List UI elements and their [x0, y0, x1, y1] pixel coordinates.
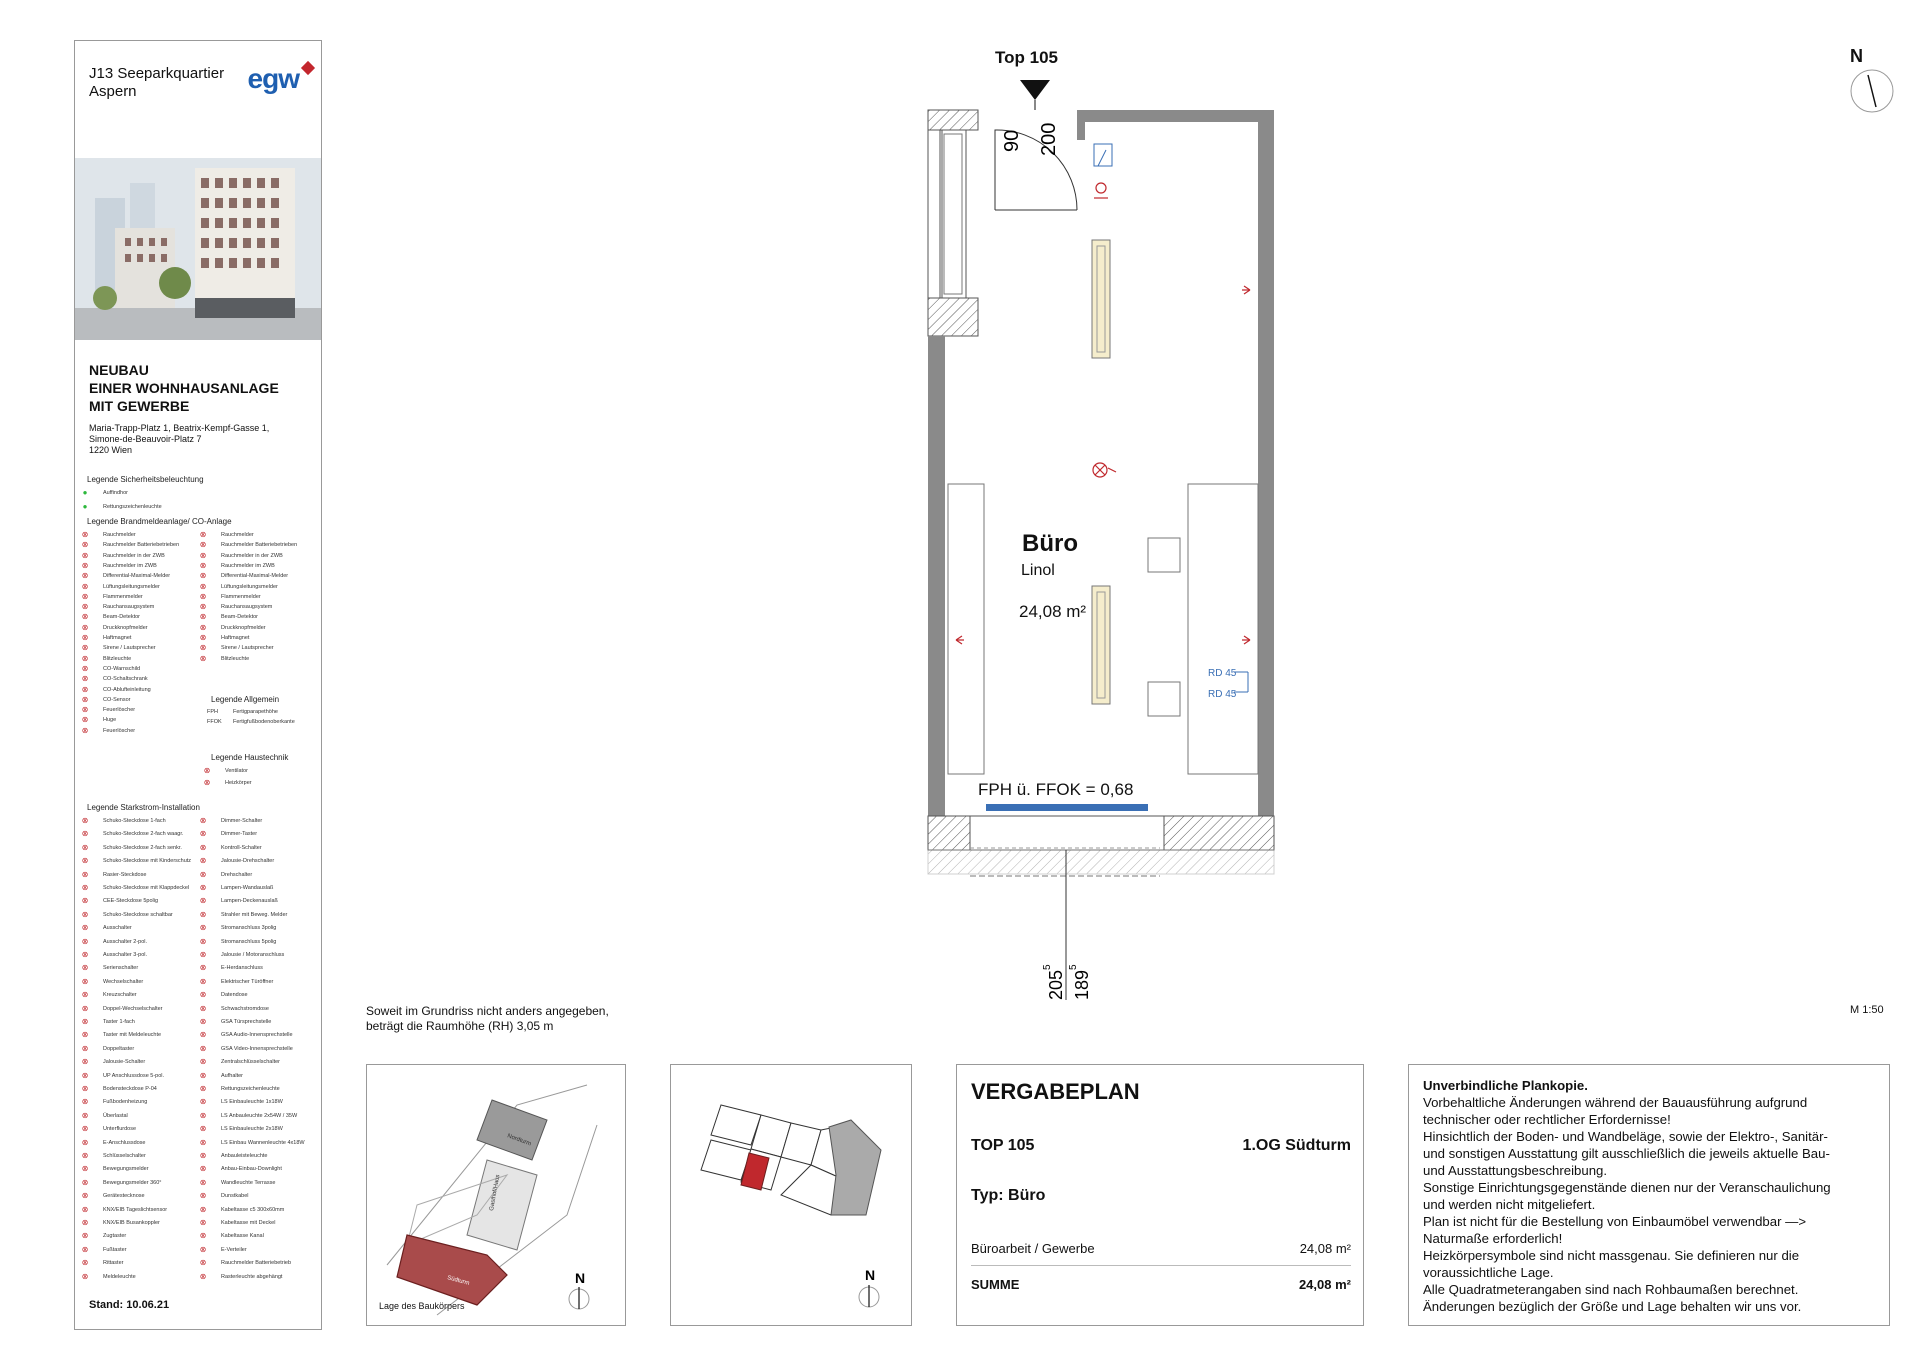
radiator-label-2: RD 45 — [1208, 689, 1237, 700]
legend-symbol-icon: ⊗ — [81, 990, 89, 1000]
legend-item: Überlastal — [103, 1112, 128, 1119]
legend-item: Rauchmelder — [103, 532, 136, 538]
legend-item: Stromanschluss 5polig — [221, 938, 277, 945]
legend-code: FPH — [207, 709, 218, 715]
legend-title: Legende Starkstrom-Installation — [87, 803, 200, 812]
legend-symbol-icon: ⊗ — [199, 1191, 207, 1201]
legend-item: Rauchansaugsystem — [221, 604, 273, 611]
legend-item: Fußtaster — [103, 1246, 127, 1253]
legend-symbol-icon: ⊗ — [81, 1097, 89, 1107]
legend-item: Strahler mit Beweg. Melder — [221, 911, 288, 918]
legend-symbol-icon: ⊗ — [81, 963, 89, 973]
legend-item: Beam-Detektor — [221, 614, 258, 621]
legend-symbol-icon: ⊗ — [199, 990, 207, 1000]
legend-item: Dimmer-Schalter — [221, 818, 263, 824]
legend-symbol-icon: ⊗ — [199, 950, 207, 959]
map-caption: Lage des Baukörpers — [379, 1301, 465, 1311]
legend-symbol-icon: ⊗ — [199, 923, 207, 933]
legend-symbol-icon: ⊗ — [81, 694, 89, 704]
legend-symbol-icon: ⊗ — [81, 1231, 89, 1241]
legend-item: Rauchmelder im ZWB — [221, 562, 275, 569]
legend-symbol-icon: ⊗ — [199, 1231, 207, 1241]
legend-symbol-icon: ⊗ — [81, 684, 89, 694]
unit-type: Typ: Büro — [971, 1187, 1046, 1204]
building-label-middle: Gasthof/Haus — [489, 1174, 502, 1212]
divider — [971, 1265, 1351, 1266]
map1-north-label: N — [575, 1270, 586, 1286]
legend-item: Rauchmelder in der ZWB — [103, 552, 165, 559]
legend-symbol-icon: ⊗ — [81, 705, 89, 715]
legend-symbol-icon: ⊗ — [199, 633, 207, 642]
legend-item: Schuko-Steckdose mit Klappdeckel — [103, 885, 190, 891]
legend-item: GSA Türsprechstelle — [221, 1019, 272, 1025]
floor-key-map — [670, 1064, 912, 1326]
legend-symbol-icon: ⊗ — [199, 550, 207, 560]
legend-symbol-icon: ⊗ — [81, 816, 89, 825]
legend-item: Haftmagnet — [103, 635, 132, 641]
legend-symbol-icon: ⊗ — [199, 1003, 207, 1013]
legend-symbol-icon: ⊗ — [81, 1258, 89, 1268]
legend-item: Druckknopfmelder — [221, 624, 266, 631]
legend-symbol-icon: ⊗ — [199, 1110, 207, 1120]
dim-189: 189 — [1072, 969, 1092, 1000]
legend-item: Drehschalter — [221, 871, 253, 878]
map2-north-label: N — [865, 1267, 876, 1283]
legend-symbol-icon: ● — [82, 502, 88, 511]
room-area: 24,08 m² — [1019, 602, 1087, 621]
legend-symbol-icon: ⊗ — [199, 530, 207, 539]
parapet-height-label: FPH ü. FFOK = 0,68 — [978, 780, 1134, 799]
legend-item: Stromanschluss 3polig — [221, 925, 277, 932]
legend-item: Flammenmelder — [103, 593, 143, 600]
legend-symbol-icon: ⊗ — [199, 560, 207, 570]
legend-symbol-icon: ⊗ — [199, 1097, 207, 1107]
legend-symbol-icon: ⊗ — [199, 909, 207, 919]
legend-symbol-icon: ⊗ — [199, 581, 207, 591]
legend-symbol-icon: ⊗ — [199, 1017, 207, 1026]
legend-item: KNX/EIB Tageslichtsensor — [103, 1206, 168, 1213]
dim-205: 205 — [1046, 969, 1066, 1000]
legend-item: Kabeltasse mit Deckel — [221, 1220, 276, 1226]
parapet-bar — [986, 804, 1148, 811]
legend-item: Lüftungsleitungsmelder — [103, 583, 160, 590]
disclaimer-line: Plan ist nicht für die Bestellung von Einbaumöbel verwendbar —> — [1423, 1214, 1807, 1229]
legend-item: Schuko-Steckdose mit Kinderschutz — [103, 858, 192, 865]
legend-symbol-icon: ⊗ — [81, 842, 89, 852]
legend-item: CO-Sensor — [103, 696, 131, 703]
legend-symbol-icon: ⊗ — [199, 963, 207, 973]
allocation-plan-panel — [956, 1064, 1364, 1326]
legend-symbol-icon: ⊗ — [199, 976, 207, 986]
disclaimer-line: Heizkörpersymbole sind nicht massgenau. Sie definieren nur die — [1423, 1248, 1800, 1263]
room-height-note: Soweit im Grundriss nicht anders angegeben, beträgt die Raumhöhe (RH) 3,05 m — [366, 1004, 609, 1033]
disclaimer-line: technischer oder rechtlicher Erfordernisse! — [1423, 1112, 1671, 1127]
disclaimer-line: Naturmaße erforderlich! — [1423, 1231, 1563, 1246]
legend-symbol-icon: ⊗ — [81, 1070, 89, 1080]
legend-symbol-icon: ⊗ — [81, 1151, 89, 1160]
legend-symbol-icon: ⊗ — [199, 1084, 207, 1093]
legend-symbol-icon: ⊗ — [81, 622, 89, 632]
legend-symbol-icon: ⊗ — [199, 1070, 207, 1080]
legend-item: Feuerlöscher — [103, 707, 136, 714]
legend-symbol-icon: ⊗ — [199, 643, 207, 653]
legend-item: Druckknopfmelder — [103, 624, 148, 631]
disclaimer-line: Sonstige Einrichtungsgegenstände dienen nur der Veranschaulichung — [1423, 1180, 1831, 1195]
legend-item: E-Herdanschluss — [221, 965, 263, 972]
legend-symbol-icon: ⊗ — [81, 725, 89, 735]
legend-symbol-icon: ⊗ — [199, 1218, 207, 1227]
legend-symbol-icon: ⊗ — [81, 1271, 89, 1281]
legend-symbol-icon: ⊗ — [81, 1084, 89, 1093]
building-label-north: Nordturm — [506, 1133, 532, 1148]
legend-item: Ausschalter 3-pol. — [103, 952, 148, 958]
legend-item: Huge — [103, 717, 117, 724]
legend-item: Differential-Maximal-Melder — [103, 573, 171, 580]
legend-symbol-icon: ⊗ — [81, 1244, 89, 1254]
legend-item: Blitzleuchte — [221, 655, 250, 662]
legend-item: E-Anschlussdose — [103, 1139, 146, 1146]
legend-item: Anbauleisteleuchte — [221, 1153, 268, 1159]
legend-symbol-icon: ⊗ — [199, 602, 207, 612]
unit-number: TOP 105 — [971, 1137, 1035, 1154]
legend-symbol-icon: ⊗ — [81, 581, 89, 591]
disclaimer-line: Vorbehaltliche Änderungen während der Bauausführung aufgrund — [1423, 1095, 1808, 1110]
legend-item: Datendose — [221, 992, 248, 999]
legend-item: LS Einbauleuchte 2x18W — [221, 1126, 283, 1133]
project-address: Maria-Trapp-Platz 1, Beatrix-Kempf-Gasse 1, Simone-de-Beauvoir-Platz 7 1220 Wien — [89, 423, 270, 455]
legend-symbol-icon: ⊗ — [81, 633, 89, 642]
legend-symbol-icon: ⊗ — [81, 1177, 89, 1187]
disclaimer-line: Hinsichtlich der Boden- und Wandbeläge, sowie der Elektro-, Sanitär- — [1423, 1129, 1828, 1144]
dim-189-sup: 5 — [1068, 964, 1079, 970]
legend-item: Ventilator — [225, 768, 248, 774]
legend-item: Rettungszeichenleuchte — [221, 1086, 280, 1092]
legend-item: LS Einbauleuchte 1x18W — [221, 1099, 283, 1106]
legend-symbol-icon: ⊗ — [199, 1030, 207, 1040]
legend-item: Schuko-Steckdose 1-fach — [103, 818, 166, 824]
legend-symbol-icon: ⊗ — [81, 674, 89, 684]
legend-symbol-icon: ⊗ — [203, 778, 211, 787]
legend-symbol-icon: ⊗ — [81, 909, 89, 919]
legend-item: Differential-Maximal-Melder — [221, 573, 289, 580]
legend-symbol-icon: ⊗ — [199, 591, 207, 601]
legend-item: LS Anbauleuchte 2x54W / 35W — [221, 1112, 298, 1119]
legend-item: Rauchmelder Batteriebetrieben — [221, 542, 298, 549]
legend-symbol-icon: ⊗ — [199, 653, 207, 663]
legend-item: Gerätestecknose — [103, 1193, 145, 1200]
legend-item: Anbau-Einbau-Downlight — [221, 1166, 282, 1173]
legend-symbol-icon: ⊗ — [199, 1151, 207, 1160]
disclaimer-panel — [1408, 1064, 1890, 1326]
legend-item: Sirene / Lautsprecher — [221, 645, 274, 652]
legend-symbol-icon: ⊗ — [81, 1110, 89, 1120]
legend-item: Ausschalter 2-pol. — [103, 938, 148, 945]
legend-symbol-icon: ⊗ — [199, 540, 207, 550]
legend-symbol-icon: ⊗ — [81, 591, 89, 601]
legend-symbol-icon: ⊗ — [81, 1017, 89, 1026]
legend-item: Schuko-Steckdose 2-fach senkr. — [103, 844, 182, 851]
disclaimer-line: voraussichtliche Lage. — [1423, 1265, 1554, 1280]
legend-item: CO-Ablufteinleitung — [103, 686, 151, 693]
legend-symbol-icon: ⊗ — [81, 643, 89, 653]
legend-symbol-icon: ● — [82, 488, 88, 497]
legend-item: Fußbodenheizung — [103, 1099, 148, 1106]
legend-item: Jalousie-Schalter — [103, 1059, 146, 1066]
legend-item: Taster 1-fach — [103, 1019, 135, 1025]
legend-item: Rettungszeichenleuchte — [103, 504, 162, 510]
legend-item: KNX/EIB Busankoppler — [103, 1220, 160, 1226]
legend-item: Lampen-Wandauslaß — [221, 885, 274, 891]
legend-item: Dunstkabel — [221, 1193, 249, 1200]
legend-symbol-icon: ⊗ — [199, 1258, 207, 1268]
legend-item: CEE-Steckdose 5polig — [103, 898, 159, 905]
legend-symbol-icon: ⊗ — [81, 612, 89, 622]
scale-label: M 1:50 — [1850, 1004, 1884, 1016]
legend-item: CO-Schaltschrank — [103, 676, 148, 683]
legend-item: Jalousie-Drehschalter — [221, 858, 275, 865]
unit-floor: 1.OG Südturm — [1242, 1137, 1351, 1154]
legend-item: Kabeltasse Kanal — [221, 1233, 264, 1240]
legend-item: Sirene / Lautsprecher — [103, 645, 156, 652]
project-heading: NEUBAU EINER WOHNHAUSANLAGE MIT GEWERBE — [89, 362, 279, 414]
legend-symbol-icon: ⊗ — [81, 883, 89, 892]
legend-item: Rasier-Steckdose — [103, 871, 147, 878]
sum-value: 24,08 m² — [1298, 1277, 1351, 1292]
legend-symbol-icon: ⊗ — [199, 622, 207, 632]
area-row-value: 24,08 m² — [1299, 1241, 1351, 1256]
legend-symbol-icon: ⊗ — [199, 883, 207, 892]
legend-item: Zentralschlüsselschalter — [221, 1059, 280, 1066]
legend-symbol-icon: ⊗ — [81, 1043, 89, 1053]
disclaimer-line: Alle Quadratmeterangaben sind nach Rohbaumaßen berechnet. — [1423, 1282, 1799, 1297]
legend-item: Dimmer-Taster — [221, 831, 258, 838]
legend-item: Rauchmelder in der ZWB — [221, 552, 283, 559]
legend-symbol-icon: ⊗ — [199, 1057, 207, 1067]
legend-symbol-icon: ⊗ — [81, 1137, 89, 1147]
legend-item: Flammenmelder — [221, 593, 261, 600]
legend-item: Rittaster — [103, 1260, 124, 1267]
legend-symbol-icon: ⊗ — [199, 816, 207, 825]
legend-symbol-icon: ⊗ — [81, 1057, 89, 1067]
legend-item: Schuko-Steckdose schaltbar — [103, 911, 173, 918]
legend-symbol-icon: ⊗ — [81, 602, 89, 612]
legend-symbol-icon: ⊗ — [199, 612, 207, 622]
sum-label: SUMME — [971, 1277, 1020, 1292]
legend-item: Aufhalter — [221, 1072, 244, 1079]
site-plan-map — [366, 1064, 626, 1326]
legend-item: Zugtaster — [103, 1233, 127, 1240]
disclaimer-line: und werden nicht mitgeliefert. — [1423, 1197, 1596, 1212]
legend-symbol-icon: ⊗ — [199, 1244, 207, 1254]
disclaimer-text — [1423, 1094, 1875, 1315]
legend-item: Schlüsselschalter — [103, 1153, 146, 1159]
legend-item: Auffindhor — [103, 490, 128, 496]
dim-205-sup: 5 — [1042, 964, 1053, 970]
legend-symbol-icon: ⊗ — [81, 715, 89, 725]
legend-symbol-icon: ⊗ — [199, 1137, 207, 1147]
legend-symbol-icon: ⊗ — [199, 1164, 207, 1174]
legend-item: Wechselschalter — [103, 978, 144, 985]
legend-title: Legende Haustechnik — [211, 753, 289, 762]
legend-item: Lüftungsleitungsmelder — [221, 583, 278, 590]
legend-item: Doppel-Wechselschalter — [103, 1005, 163, 1012]
legend-symbol-icon: ⊗ — [81, 950, 89, 959]
legend-symbol-icon: ⊗ — [199, 1204, 207, 1214]
door-height-label: 200 — [1038, 122, 1060, 156]
legend-item: Ausschalter — [103, 925, 132, 932]
legend-symbol-icon: ⊗ — [81, 1191, 89, 1201]
legend-symbol-icon: ⊗ — [81, 540, 89, 550]
north-label: N — [1850, 46, 1863, 66]
disclaimer-title: Unverbindliche Plankopie. — [1423, 1078, 1588, 1093]
legend-item: Kontroll-Schalter — [221, 844, 262, 851]
legend-code: FFOK — [207, 719, 222, 725]
allocation-plan-title: VERGABEPLAN — [971, 1079, 1140, 1104]
legend-item: CO-Warnschild — [103, 665, 141, 672]
legend-title: Legende Brandmeldeanlage/ CO-Anlage — [87, 517, 232, 526]
stand-date: Stand: 10.06.21 — [89, 1299, 170, 1311]
legend-item: Fertigparapethöhe — [233, 709, 278, 715]
legend-symbol-icon: ⊗ — [199, 1177, 207, 1187]
legend-symbol-icon: ⊗ — [199, 571, 207, 581]
room-floor-covering: Linol — [1021, 562, 1055, 579]
legend-item: Taster mit Meldeleuchte — [103, 1032, 162, 1039]
disclaimer-line: und Ausstattungsbeschreibung. — [1423, 1163, 1608, 1178]
legend-symbol-icon: ⊗ — [81, 856, 89, 866]
legend-item: Serienschalter — [103, 965, 139, 972]
legend-symbol-icon: ⊗ — [199, 829, 207, 839]
disclaimer-line: Änderungen bezüglich der Größe und Lage behalten wir uns vor. — [1423, 1299, 1802, 1314]
legend-item: Wandleuchte Terrasse — [221, 1179, 276, 1186]
legend-item: Beam-Detektor — [103, 614, 140, 621]
legend-title: Legende Sicherheitsbeleuchtung — [87, 475, 204, 484]
legend-item: Unterflurdose — [103, 1126, 137, 1133]
room-name: Büro — [1022, 530, 1078, 557]
radiator-label-1: RD 45 — [1208, 668, 1237, 679]
legend-item: GSA Video-Innensprechstelle — [221, 1045, 293, 1052]
legend-item: Feuerlöscher — [103, 727, 136, 734]
disclaimer-line: und sonstigen Ausstattung gilt ausschließlich die jeweils aktuelle Bau- — [1423, 1146, 1830, 1161]
legend-symbol-icon: ⊗ — [81, 869, 89, 879]
legend-symbol-icon: ⊗ — [199, 1271, 207, 1281]
legend-item: UP Anschlussdose 5-pol. — [103, 1072, 165, 1079]
door-width-label: 90 — [1001, 129, 1023, 152]
legend-symbol-icon: ⊗ — [81, 560, 89, 570]
legend-item: Bewegungsmelder 360° — [103, 1179, 162, 1186]
legend-symbol-icon: ⊗ — [81, 936, 89, 946]
legend-symbol-icon: ⊗ — [81, 923, 89, 933]
legend-item: Bewegungsmelder — [103, 1166, 149, 1173]
legend-item: Rauchmelder Batteriebetrieben — [103, 542, 180, 549]
legend-item: Kreuzschalter — [103, 992, 137, 999]
legend-item: Schwachstromdose — [221, 1005, 269, 1012]
legend-item: LS Einbau Wannenleuchte 4x18W — [221, 1139, 305, 1146]
legend-symbol-icon: ⊗ — [81, 1218, 89, 1227]
legend-symbol-icon: ⊗ — [81, 1164, 89, 1174]
legend-title: Legende Allgemein — [211, 695, 280, 704]
legend-item: Haftmagnet — [221, 635, 250, 641]
project-title: J13 Seeparkquartier Aspern — [89, 65, 225, 100]
legend-symbol-icon: ⊗ — [81, 653, 89, 663]
legend-item: Rauchmelder im ZWB — [103, 562, 157, 569]
legend-item: Lampen-Deckenauslaß — [221, 898, 278, 905]
legend-item: Blitzleuchte — [103, 655, 132, 662]
legend-symbol-icon: ⊗ — [81, 896, 89, 906]
legend-symbol-icon: ⊗ — [199, 936, 207, 946]
legend-symbol-icon: ⊗ — [199, 869, 207, 879]
legend-item: Fertigfußbodenoberkante — [233, 719, 295, 725]
legend-item: Elektrischer Türöffner — [221, 978, 274, 985]
building-label-south: Südturm — [446, 1275, 470, 1287]
legend-symbol-icon: ⊗ — [199, 1043, 207, 1053]
legend-item: Heizkörper — [225, 780, 252, 786]
egw-logo: egw — [247, 63, 299, 94]
legend-item: Rasterleuchte abgehängt — [221, 1273, 283, 1280]
legend-item: Rauchmelder — [221, 532, 254, 538]
legend-symbol-icon: ⊗ — [199, 896, 207, 906]
legend-item: Schuko-Steckdose 2-fach waagr. — [103, 831, 184, 838]
legend-item: Jalousie / Motoranschluss — [221, 952, 285, 958]
walls — [928, 110, 1274, 876]
legend-symbol-icon: ⊗ — [81, 1204, 89, 1214]
legend-symbol-icon: ⊗ — [81, 1030, 89, 1040]
legend-symbol-icon: ⊗ — [199, 856, 207, 866]
legend-symbol-icon: ⊗ — [81, 663, 89, 673]
legend-symbol-icon: ⊗ — [81, 1003, 89, 1013]
legend-item: Bodensteckdose P-04 — [103, 1086, 157, 1092]
legend-symbol-icon: ⊗ — [81, 550, 89, 560]
legend-item: Kabeltasse c5 300x60mm — [221, 1206, 285, 1213]
legend-symbol-icon: ⊗ — [81, 571, 89, 581]
legend-item: Doppeltaster — [103, 1045, 135, 1052]
legend-symbol-icon: ⊗ — [199, 1124, 207, 1134]
legend-item: Meldeleuchte — [103, 1273, 136, 1280]
legend-symbol-icon: ⊗ — [81, 1124, 89, 1134]
legend-symbol-icon: ⊗ — [203, 766, 211, 775]
legend-item: GSA Audio-Innensprechstelle — [221, 1032, 293, 1039]
legend-item: E-Verteiler — [221, 1246, 247, 1253]
legend-item: Rauchansaugsystem — [103, 604, 155, 611]
legend-symbol-icon: ⊗ — [199, 842, 207, 852]
unit-label: Top 105 — [995, 48, 1058, 67]
legend-symbol-icon: ⊗ — [81, 976, 89, 986]
legend-item: Rauchmelder Batteriebetrieb — [221, 1260, 292, 1267]
legend-symbol-icon: ⊗ — [81, 829, 89, 839]
area-row-label: Büroarbeit / Gewerbe — [971, 1241, 1095, 1256]
legend-symbol-icon: ⊗ — [81, 530, 89, 539]
entry-marker-icon — [1020, 80, 1050, 100]
